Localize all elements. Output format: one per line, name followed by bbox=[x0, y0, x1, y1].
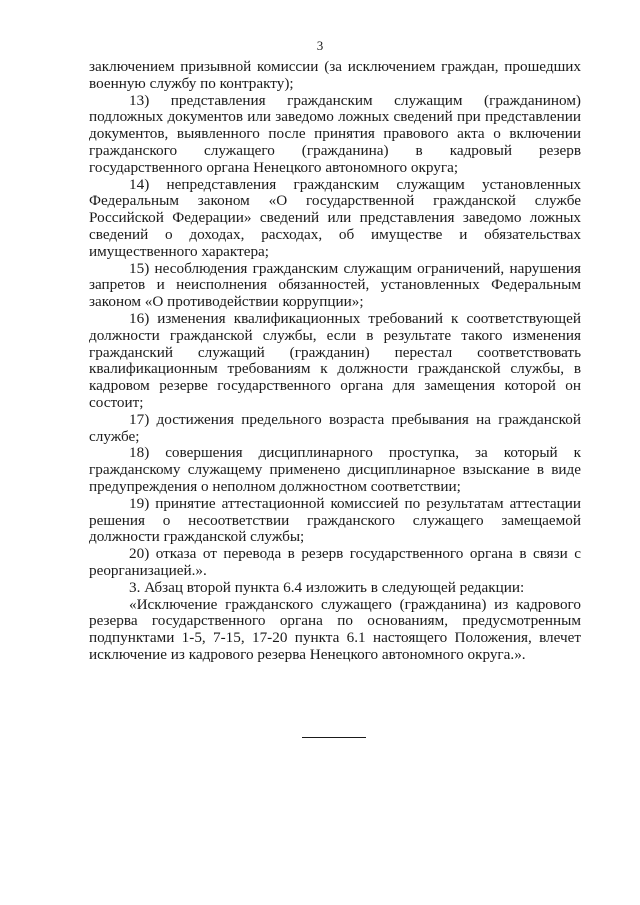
paragraph-item-14: 14) непредставления гражданским служащим установленных Федеральным законом «О государственной гражданской службе Российской Федерации» сведений или представления заведомо ложных сведений о доходах, расходах, об имуществе и обязательствах имущественного характера; bbox=[89, 175, 581, 260]
paragraph-item-19: 19) принятие аттестационной комиссией по результатам аттестации решения о несоответствии гражданского служащего замещаемой должности гражданской службы; bbox=[89, 494, 581, 546]
paragraph-continuation: заключением призывной комиссии (за исключением граждан, прошедших военную службу по контракту); bbox=[89, 58, 581, 92]
paragraph-item-20: 20) отказа от перевода в резерв государственного органа в связи с реорганизацией.». bbox=[89, 545, 581, 579]
end-divider-line bbox=[302, 737, 366, 738]
paragraph-item-13: 13) представления гражданским служащим (гражданином) подложных документов или заведомо ложных сведений при представлении документов, выявленного после принятия правового акта о включении гражданского служащего (гражданина) в кадровый резерв государственного органа Ненецкого автономного округа; bbox=[89, 91, 581, 176]
paragraph-item-18: 18) совершения дисциплинарного проступка, за который к гражданскому служащему применено дисциплинарное взыскание в виде предупреждения о неполном должностном соответствии; bbox=[89, 444, 581, 495]
paragraph-item-16: 16) изменения квалификационных требований к соответствующей должности гражданской службы, если в результате такого изменения гражданский служащий (гражданин) перестал соответствовать квалификационным требованиям к должности гражданской службы, в кадровом резерве государственного органа для замещения которой он состоит; bbox=[89, 309, 581, 411]
paragraph-section-3: 3. Абзац второй пункта 6.4 изложить в следующей редакции: bbox=[129, 578, 525, 596]
paragraph-item-15: 15) несоблюдения гражданским служащим ограничений, нарушения запретов и неисполнения обязанностей, установленных Федеральным законом «О противодействии коррупции»; bbox=[89, 259, 581, 311]
paragraph-quoted-text: «Исключение гражданского служащего (гражданина) из кадрового резерва государственного органа по основаниям, предусмотренным подпунктами 1-5, 7-15, 17-20 пункта 6.1 настоящего Положения, влечет исключение из кадрового резерва Ненецкого автономного округа.». bbox=[89, 595, 581, 663]
paragraph-item-17: 17) достижения предельного возраста пребывания на гражданской службе; bbox=[89, 410, 581, 445]
document-body bbox=[89, 59, 581, 664]
page-number: 3 bbox=[316, 38, 324, 53]
